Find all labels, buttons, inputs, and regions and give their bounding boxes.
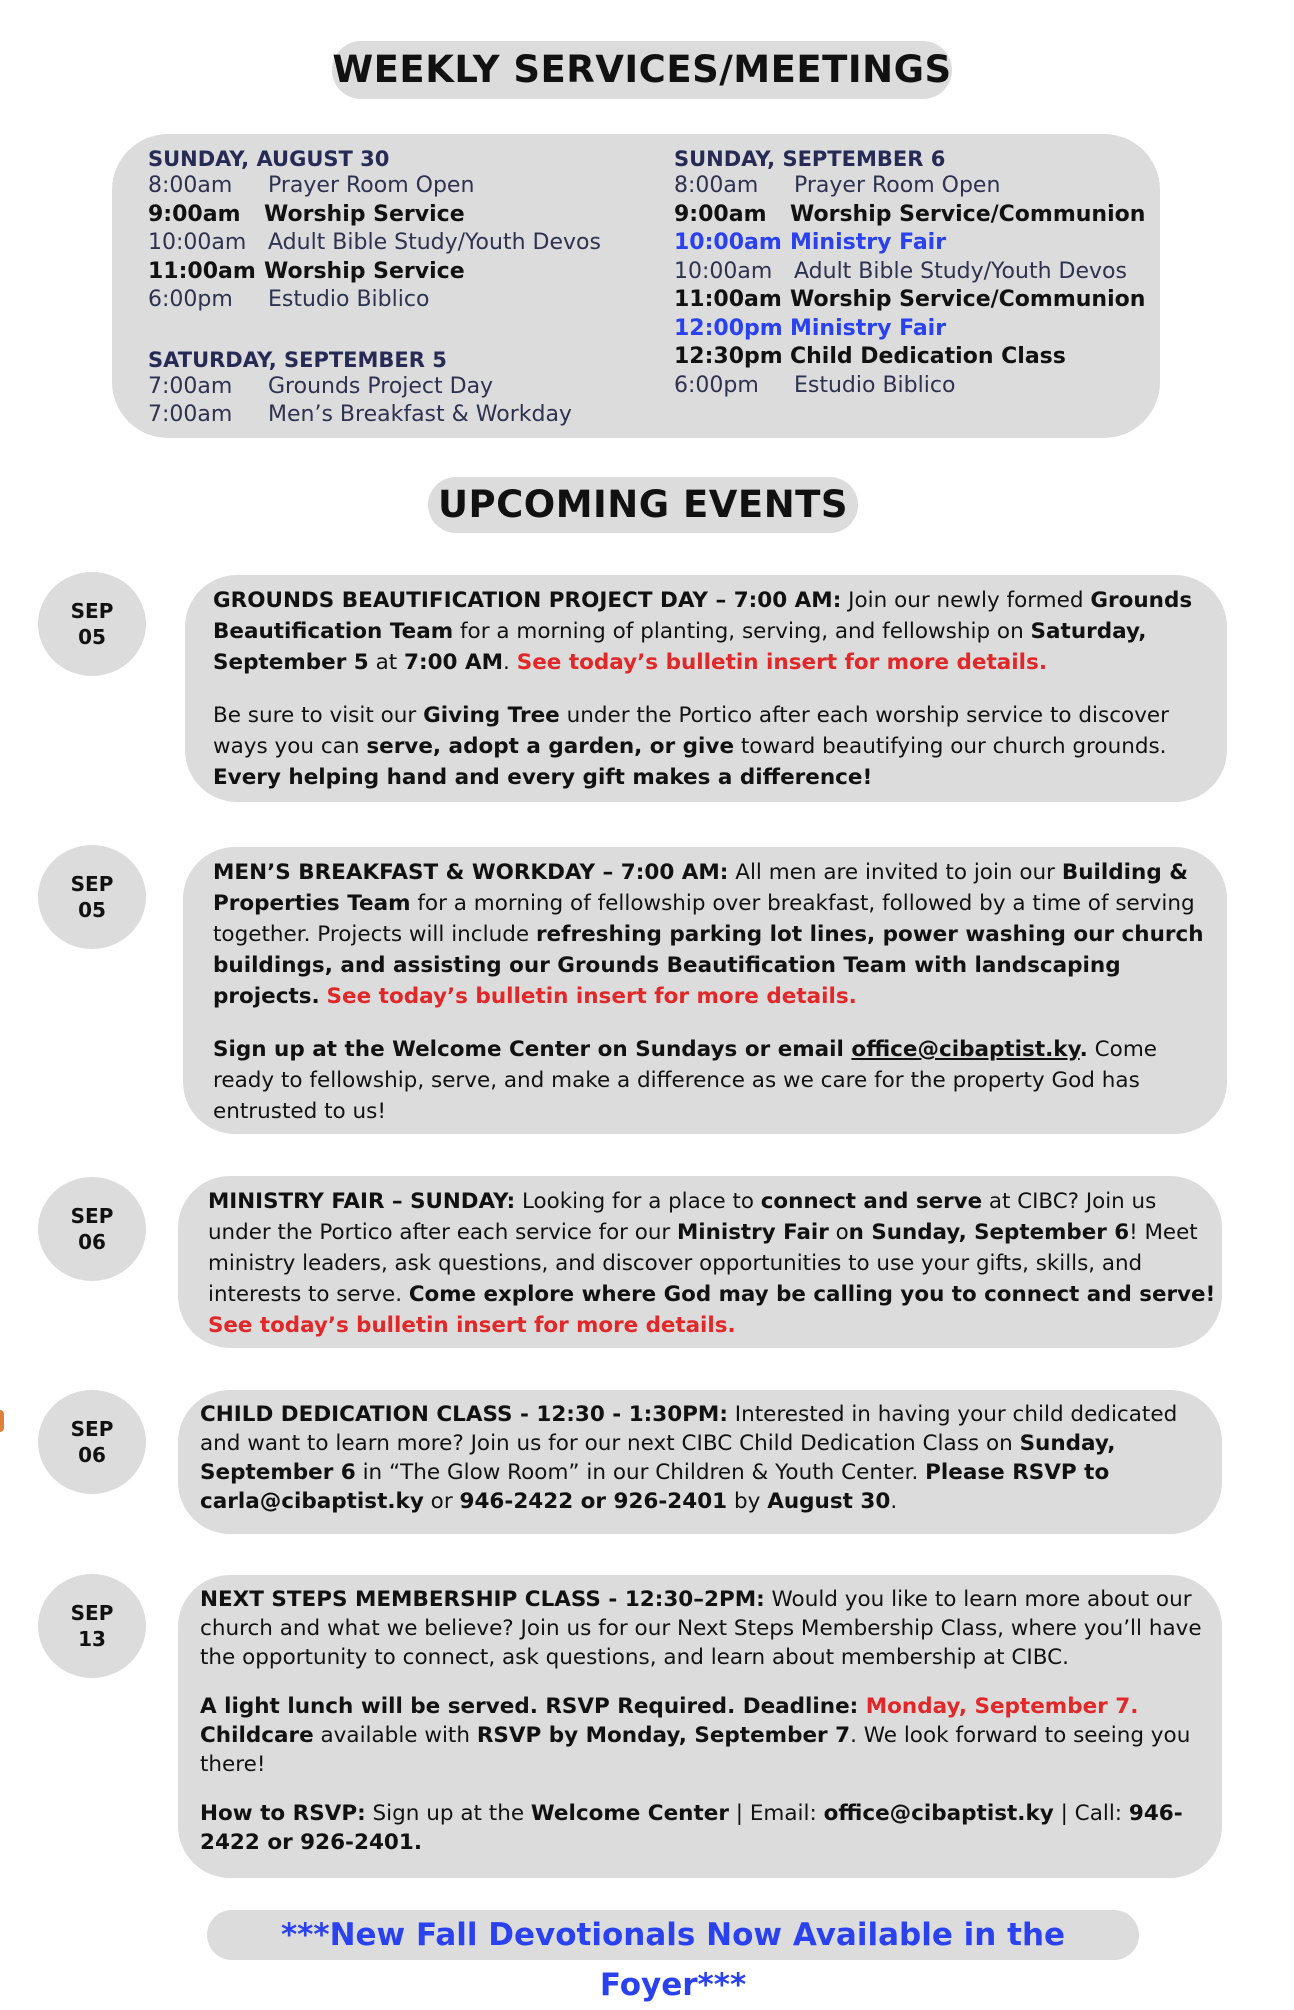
event-emphasis-text: .: [1079, 1037, 1088, 1062]
schedule-time: 10:00am: [674, 258, 773, 284]
event-text: All men are invited to join our: [728, 860, 1062, 885]
schedule-day-block: [148, 144, 601, 315]
devotionals-banner: ***New Fall Devotionals Now Available in the Foyer***: [207, 1910, 1139, 1960]
schedule-time: 12:30pm: [674, 344, 783, 369]
schedule-column-left: [148, 144, 601, 430]
schedule-row: [674, 315, 1145, 344]
schedule-column-right: [674, 144, 1145, 400]
event-emphasis-text: Welcome Center: [530, 1801, 729, 1826]
schedule-label: Adult Bible Study/Youth Devos: [268, 230, 601, 255]
event-emphasis-text: Giving Tree: [423, 703, 560, 728]
event-emphasis-text: Sunday, September 6: [200, 1431, 1116, 1485]
event-text: available with: [313, 1723, 477, 1748]
schedule-label: Grounds Project Day: [268, 373, 494, 399]
event-card-mens-breakfast: [183, 847, 1227, 1134]
event-emphasis-text: CHILD DEDICATION CLASS - 12:30 - 1:30PM:: [200, 1402, 728, 1427]
event-date-month: SEP: [70, 1417, 114, 1441]
event-text: at: [368, 650, 405, 675]
schedule-label: Ministry Fair: [790, 230, 947, 255]
event-text: for a morning of planting, serving, and fellowship on: [453, 619, 1031, 644]
event-paragraph: [213, 857, 1215, 1012]
schedule-time: 7:00am: [148, 402, 233, 427]
schedule-time: 7:00am: [148, 373, 233, 399]
schedule-row: [674, 229, 1145, 258]
event-emphasis-text: MINISTRY FAIR – SUNDAY:: [208, 1189, 516, 1214]
event-emphasis-text: n Sunday, September 6: [848, 1220, 1130, 1245]
event-emphasis-text: NEXT STEPS MEMBERSHIP CLASS - 12:30–2PM:: [200, 1587, 765, 1612]
event-emphasis-text: office@cibaptist.ky: [851, 1037, 1080, 1062]
schedule-row: [674, 343, 1145, 372]
event-emphasis-text: connect and serve: [760, 1189, 983, 1214]
event-card-membership-class: [178, 1575, 1222, 1878]
schedule-day-heading: SATURDAY, SEPTEMBER 5: [148, 347, 447, 372]
event-text: | Email:: [728, 1801, 824, 1826]
event-text: for a morning of fellowship over breakfast, followed by a time of serving together. Projects will include: [213, 891, 1195, 947]
schedule-day-block: [148, 345, 601, 430]
event-text: by: [727, 1489, 768, 1514]
event-text: Come ready to fellowship, serve, and make a difference as we care for the property God has entrusted to us!: [213, 1037, 1157, 1124]
schedule-time: 9:00am: [674, 201, 767, 227]
event-emphasis-text: Ministry Fair: [677, 1220, 829, 1245]
event-emphasis-text: Saturday, September 5: [213, 619, 1147, 675]
event-text: o: [828, 1220, 849, 1245]
event-date-day: 05: [78, 898, 106, 922]
event-date-badge: [38, 845, 146, 949]
event-text: Looking for a place to: [515, 1189, 761, 1214]
event-emphasis-text: refreshing parking lot lines, power washing our church buildings, and assisting our Grounds Beautification Team with landscaping projects.: [213, 922, 1204, 1009]
event-emphasis-text: Every helping hand and every gift makes a difference!: [213, 765, 873, 790]
event-card-ministry-fair: [178, 1176, 1222, 1348]
weekly-schedule-box: [112, 134, 1160, 438]
event-emphasis-text: office@cibaptist.ky: [823, 1801, 1054, 1826]
schedule-label: Adult Bible Study/Youth Devos: [794, 258, 1127, 284]
event-emphasis-text: A light lunch will be served. RSVP Required. Deadline:: [200, 1694, 866, 1719]
schedule-label: Men’s Breakfast & Workday: [268, 402, 572, 427]
event-emphasis-text: RSVP by Monday, September 7: [476, 1723, 851, 1748]
schedule-label: Estudio Biblico: [794, 372, 956, 398]
event-emphasis-text: Childcare: [200, 1723, 314, 1748]
event-text: or: [423, 1489, 460, 1514]
event-notice-text: Monday, September 7.: [865, 1694, 1139, 1719]
event-date-badge: [38, 1177, 146, 1281]
event-date-badge: [38, 1390, 146, 1494]
event-text: toward beautifying our church grounds.: [734, 734, 1167, 759]
event-text: Interested in having your child dedicated and want to learn more? Join us for our next CIBC Child Dedication Class on: [200, 1402, 1178, 1456]
schedule-time: 10:00am: [148, 230, 247, 255]
schedule-time: 6:00pm: [148, 287, 233, 312]
event-paragraph: [200, 1400, 1210, 1516]
schedule-row: [148, 373, 601, 402]
event-text: . We look forward to seeing you there!: [200, 1723, 1191, 1777]
event-emphasis-text: Grounds Beautification Team: [213, 588, 1193, 644]
event-date-month: SEP: [70, 872, 114, 896]
schedule-row: [148, 172, 601, 201]
schedule-row: [674, 258, 1145, 287]
event-paragraph: [200, 1585, 1210, 1672]
event-date-badge: [38, 572, 146, 676]
event-text: .: [890, 1489, 898, 1514]
schedule-row: [674, 201, 1145, 230]
event-emphasis-text: MEN’S BREAKFAST & WORKDAY – 7:00 AM:: [213, 860, 729, 885]
edge-marker: [0, 1410, 4, 1432]
event-date-day: 13: [78, 1627, 106, 1651]
event-emphasis-text: Sign up at the Welcome Center on Sundays or email: [213, 1037, 852, 1062]
event-text: .: [503, 650, 517, 675]
event-emphasis-text: 7:00 AM: [404, 650, 504, 675]
event-card-child-dedication: [178, 1390, 1222, 1534]
event-emphasis-text: August 30: [767, 1489, 891, 1514]
event-text: in “The Glow Room” in our Children & Youth Center.: [355, 1460, 926, 1485]
schedule-label: Estudio Biblico: [268, 287, 430, 312]
event-notice-text: See today’s bulletin insert for more details.: [326, 984, 857, 1009]
event-date-day: 06: [78, 1230, 106, 1254]
event-emphasis-text: How to RSVP:: [200, 1801, 366, 1826]
schedule-label: Worship Service/Communion: [790, 201, 1146, 227]
schedule-time: 10:00am: [674, 230, 782, 255]
event-notice-text: See today’s bulletin insert for more details.: [208, 1313, 736, 1338]
schedule-label: Ministry Fair: [790, 315, 947, 341]
event-paragraph: [208, 1186, 1222, 1341]
schedule-time: 9:00am: [148, 201, 241, 227]
schedule-time: 8:00am: [148, 173, 233, 198]
event-paragraph: [213, 700, 1215, 793]
event-date-badge: [38, 1574, 146, 1678]
event-text: [320, 984, 327, 1009]
schedule-time: 11:00am: [674, 287, 782, 312]
event-emphasis-text: Please RSVP to carla@cibaptist.ky: [200, 1460, 1110, 1514]
schedule-label: Worship Service/Communion: [790, 287, 1146, 312]
schedule-time: 6:00pm: [674, 372, 759, 398]
schedule-time: 11:00am: [148, 258, 256, 284]
event-paragraph: [213, 1034, 1215, 1127]
schedule-label: Child Dedication Class: [790, 344, 1066, 369]
event-emphasis-text: 946-2422 or 926-2401.: [200, 1801, 1183, 1855]
schedule-label: Prayer Room Open: [268, 173, 475, 198]
upcoming-events-heading: UPCOMING EVENTS: [428, 477, 858, 533]
schedule-label: Worship Service: [264, 258, 465, 284]
event-date-month: SEP: [70, 599, 114, 623]
event-text: | Call:: [1053, 1801, 1129, 1826]
schedule-day-heading: SUNDAY, SEPTEMBER 6: [674, 147, 946, 171]
event-date-day: 05: [78, 625, 106, 649]
event-emphasis-text: Building & Properties Team: [213, 860, 1188, 916]
schedule-row: [674, 286, 1145, 315]
event-emphasis-text: Come explore where God may be calling you to connect and serve!: [408, 1282, 1216, 1307]
schedule-row: [148, 258, 601, 287]
schedule-day-block: [674, 144, 1145, 400]
schedule-row: [674, 372, 1145, 401]
event-date-month: SEP: [70, 1601, 114, 1625]
event-card-grounds-beautification: [185, 575, 1227, 802]
schedule-label: Prayer Room Open: [794, 173, 1001, 198]
event-emphasis-text: GROUNDS BEAUTIFICATION PROJECT DAY – 7:00 AM:: [213, 588, 842, 613]
event-notice-text: See today’s bulletin insert for more details.: [516, 650, 1047, 675]
schedule-time: 12:00pm: [674, 315, 783, 341]
event-emphasis-text: serve, adopt a garden, or give: [366, 734, 735, 759]
schedule-row: [148, 286, 601, 315]
schedule-row: [148, 401, 601, 430]
schedule-row: [148, 201, 601, 230]
event-emphasis-text: 946-2422 or 926-2401: [459, 1489, 728, 1514]
schedule-label: Worship Service: [264, 201, 465, 227]
event-text: at CIBC? Join us under the Portico after each service for our: [208, 1189, 1157, 1245]
event-text: Be sure to visit our: [213, 703, 424, 728]
schedule-time: 8:00am: [674, 173, 759, 198]
event-paragraph: [213, 585, 1215, 678]
event-date-day: 06: [78, 1443, 106, 1467]
event-text: Join our newly formed: [841, 588, 1091, 613]
schedule-day-heading: SUNDAY, AUGUST 30: [148, 147, 390, 171]
event-text: ! Meet ministry leaders, ask questions, and discover opportunities to use your gifts, skills, and interests to serve.: [208, 1220, 1198, 1307]
event-text: Sign up at the: [365, 1801, 531, 1826]
event-paragraph: [200, 1692, 1210, 1779]
event-date-month: SEP: [70, 1204, 114, 1228]
event-text: under the Portico after each worship service to discover ways you can: [213, 703, 1169, 759]
event-paragraph: [200, 1799, 1210, 1857]
schedule-row: [148, 229, 601, 258]
event-text: Would you like to learn more about our church and what we believe? Join us for our Next Steps Membership Class, where you’ll have the opportunity to connect, ask questions, and learn about membership at CIBC.: [200, 1587, 1202, 1670]
weekly-services-heading: WEEKLY SERVICES/MEETINGS: [332, 41, 952, 99]
schedule-row: [674, 172, 1145, 201]
